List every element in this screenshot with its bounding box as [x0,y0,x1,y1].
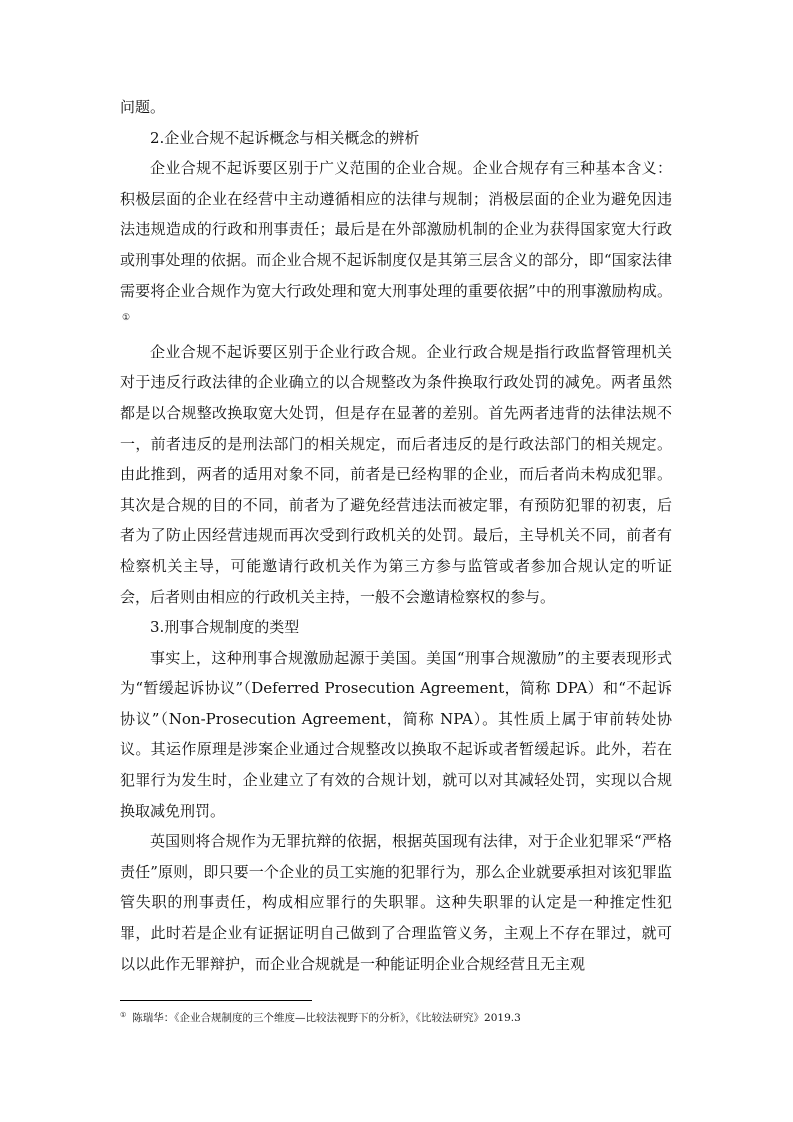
footnote [120,1010,680,1026]
footnote-mark: ① [120,1010,127,1019]
paragraph-1 [120,153,672,337]
section-heading-2: 2.企业合规不起诉概念与相关概念的辨析 [150,128,420,147]
footnote-divider [120,1000,312,1001]
footnote-reference[interactable]: ① [122,313,131,324]
paragraph-1-text: 企业合规不起诉要区别于广义范围的企业合规。企业合规存有三种基本含义：积极层面的企业在经营中主动遵循相应的法律与规制；消极层面的企业为避免因违法违规造成的行政和刑事责任；最后是在外部激励机制的企业为获得国家宽大行政或刑事处理的依据。而企业合规不起诉制度仅是其第三层含义的部分，即“国家法律需要将企业合规作为宽大行政处理和宽大刑事处理的重要依据”中的刑事激励构成。 [120,159,672,300]
paragraph-3: 事实上，这种刑事合规激励起源于美国。美国“刑事合规激励”的主要表现形式为“暂缓起诉协议”（Deferred Prosecution Agreement，简称 DPA）和“不起诉协议”（Non-Prosecution Agreement，简称 NPA）。其性质上属于审前转处协议。其运作原理是涉案企业通过合规整改以换取不起诉或者暂缓起诉。此外，若在犯罪行为发生时，企业建立了有效的合规计划，就可以对其减轻处罚，实现以合规换取减免刑罚。 [120,648,672,820]
section-heading-3: 3.刑事合规制度的类型 [150,618,300,637]
body-text [120,92,672,979]
paragraph-4: 英国则将合规作为无罪抗辩的依据，根据英国现有法律，对于企业犯罪采“严格责任”原则，即只要一个企业的员工实施的犯罪行为，那么企业就要承担对该犯罪监管失职的刑事责任，构成相应罪行的失职罪。这种失职罪的认定是一种推定性犯罪，此时若是企业有证据证明自己做到了合理监管义务，主观上不存在罪过，就可以以此作无罪辩护，而企业合规就是一种能证明企业合规经营且无主观 [120,832,672,973]
continuation-paragraph: 问题。 [120,98,166,116]
paragraph-2: 企业合规不起诉要区别于企业行政合规。企业行政合规是指行政监督管理机关对于违反行政法律的企业确立的以合规整改为条件换取行政处罚的减免。两者虽然都是以合规整改换取宽大处罚，但是存在显著的差别。首先两者违背的法律法规不一，前者违反的是刑法部门的相关规定，而后者违反的是行政法部门的相关规定。由此推到，两者的适用对象不同，前者是已经构罪的企业，而后者尚未构成犯罪。其次是合规的目的不同，前者为了避免经营违法而被定罪，有预防犯罪的初衷，后者为了防止因经营违规而再次受到行政机关的处罚。最后，主导机关不同，前者有检察机关主导，可能邀请行政机关作为第三方参与监管或者参加合规认定的听证会，后者则由相应的行政机关主持，一般不会邀请检察权的参与。 [120,342,672,606]
footnote-text: 陈瑞华：《企业合规制度的三个维度—比较法视野下的分析》，《比较法研究》2019.3 [132,1012,521,1024]
